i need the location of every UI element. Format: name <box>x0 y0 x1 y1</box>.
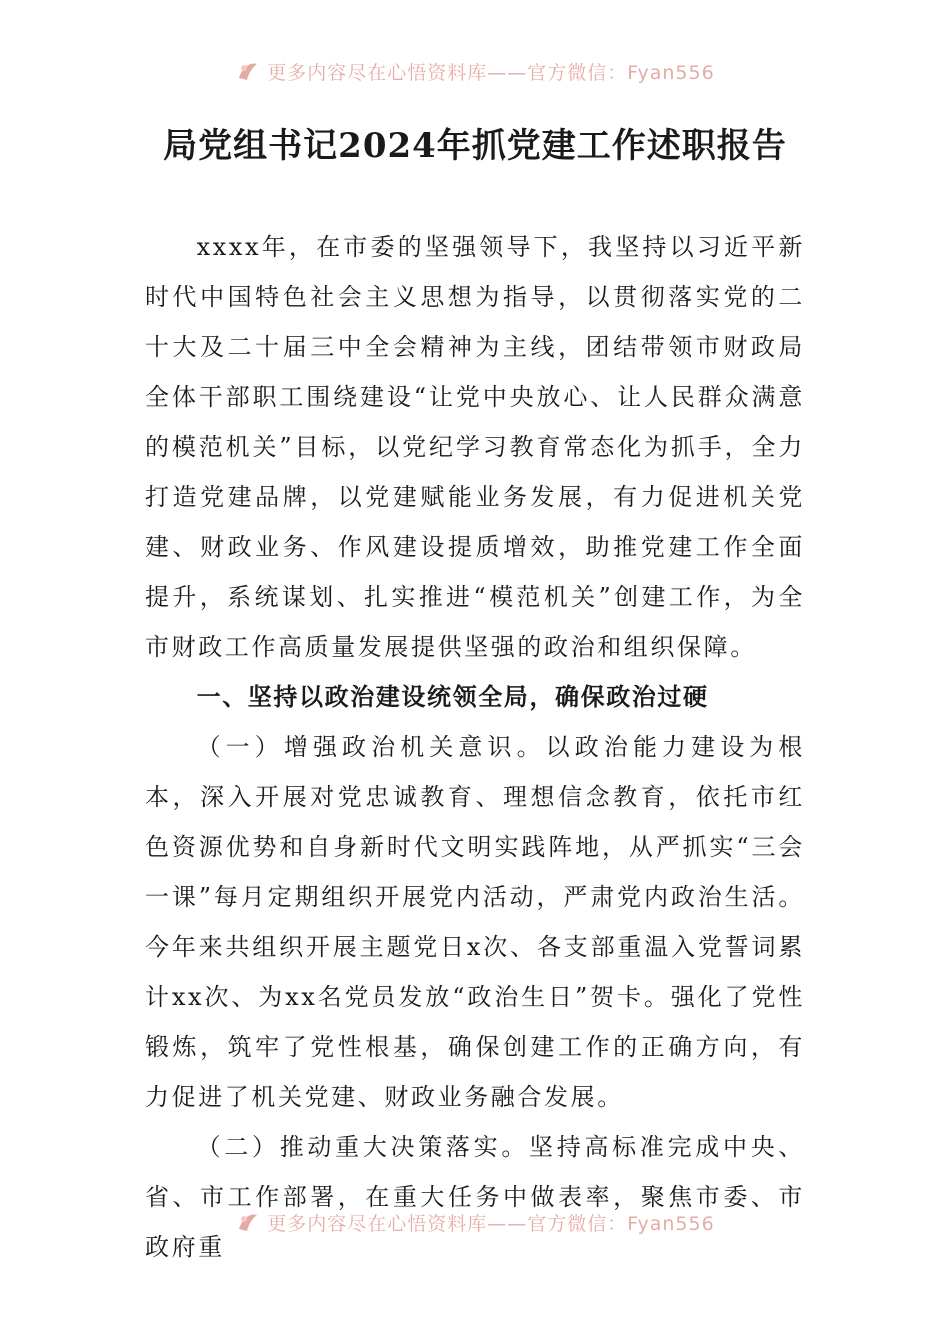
section-heading: 一、坚持以政治建设统领全局，确保政治过硬 <box>196 683 709 711</box>
paragraph-subsection-2: （二）推动重大决策落实。坚持高标准完成中央、省、市工作部署，在重大任务中做表率，聚焦市委、市政府重 <box>145 1133 805 1261</box>
document-body <box>145 222 805 1272</box>
watermark-text: 更多内容尽在心悟资料库——官方微信：Fyan556 <box>267 1212 715 1235</box>
watermark-bottom <box>0 1207 950 1237</box>
watermark-top <box>0 56 950 86</box>
watermark-text: 更多内容尽在心悟资料库——官方微信：Fyan556 <box>267 61 715 84</box>
watermark-logo-icon <box>235 58 261 84</box>
paragraph-subsection-1: （一）增强政治机关意识。以政治能力建设为根本，深入开展对党忠诚教育、理想信念教育，依托市红色资源优势和自身新时代文明实践阵地，从严抓实“三会一课”每月定期组织开展党内活动，严肃党内政治生活。今年来共组织开展主题党日x次、各支部重温入党誓词累计xx次、为xx名党员发放“政治生日”贺卡。强化了党性锻炼，筑牢了党性根基，确保创建工作的正确方向，有力促进了机关党建、财政业务融合发展。 <box>145 733 805 1111</box>
watermark-logo-icon <box>235 1209 261 1235</box>
paragraph-intro: xxxx年，在市委的坚强领导下，我坚持以习近平新时代中国特色社会主义思想为指导，以贯彻落实党的二十大及二十届三中全会精神为主线，团结带领市财政局全体干部职工围绕建设“让党中央放心、让人民群众满意的模范机关”目标，以党纪学习教育常态化为抓手，全力打造党建品牌，以党建赋能业务发展，有力促进机关党建、财政业务、作风建设提质增效，助推党建工作全面提升，系统谋划、扎实推进“模范机关”创建工作，为全市财政工作高质量发展提供坚强的政治和组织保障。 <box>145 233 805 661</box>
document-title: 局党组书记2024年抓党建工作述职报告 <box>163 126 787 166</box>
